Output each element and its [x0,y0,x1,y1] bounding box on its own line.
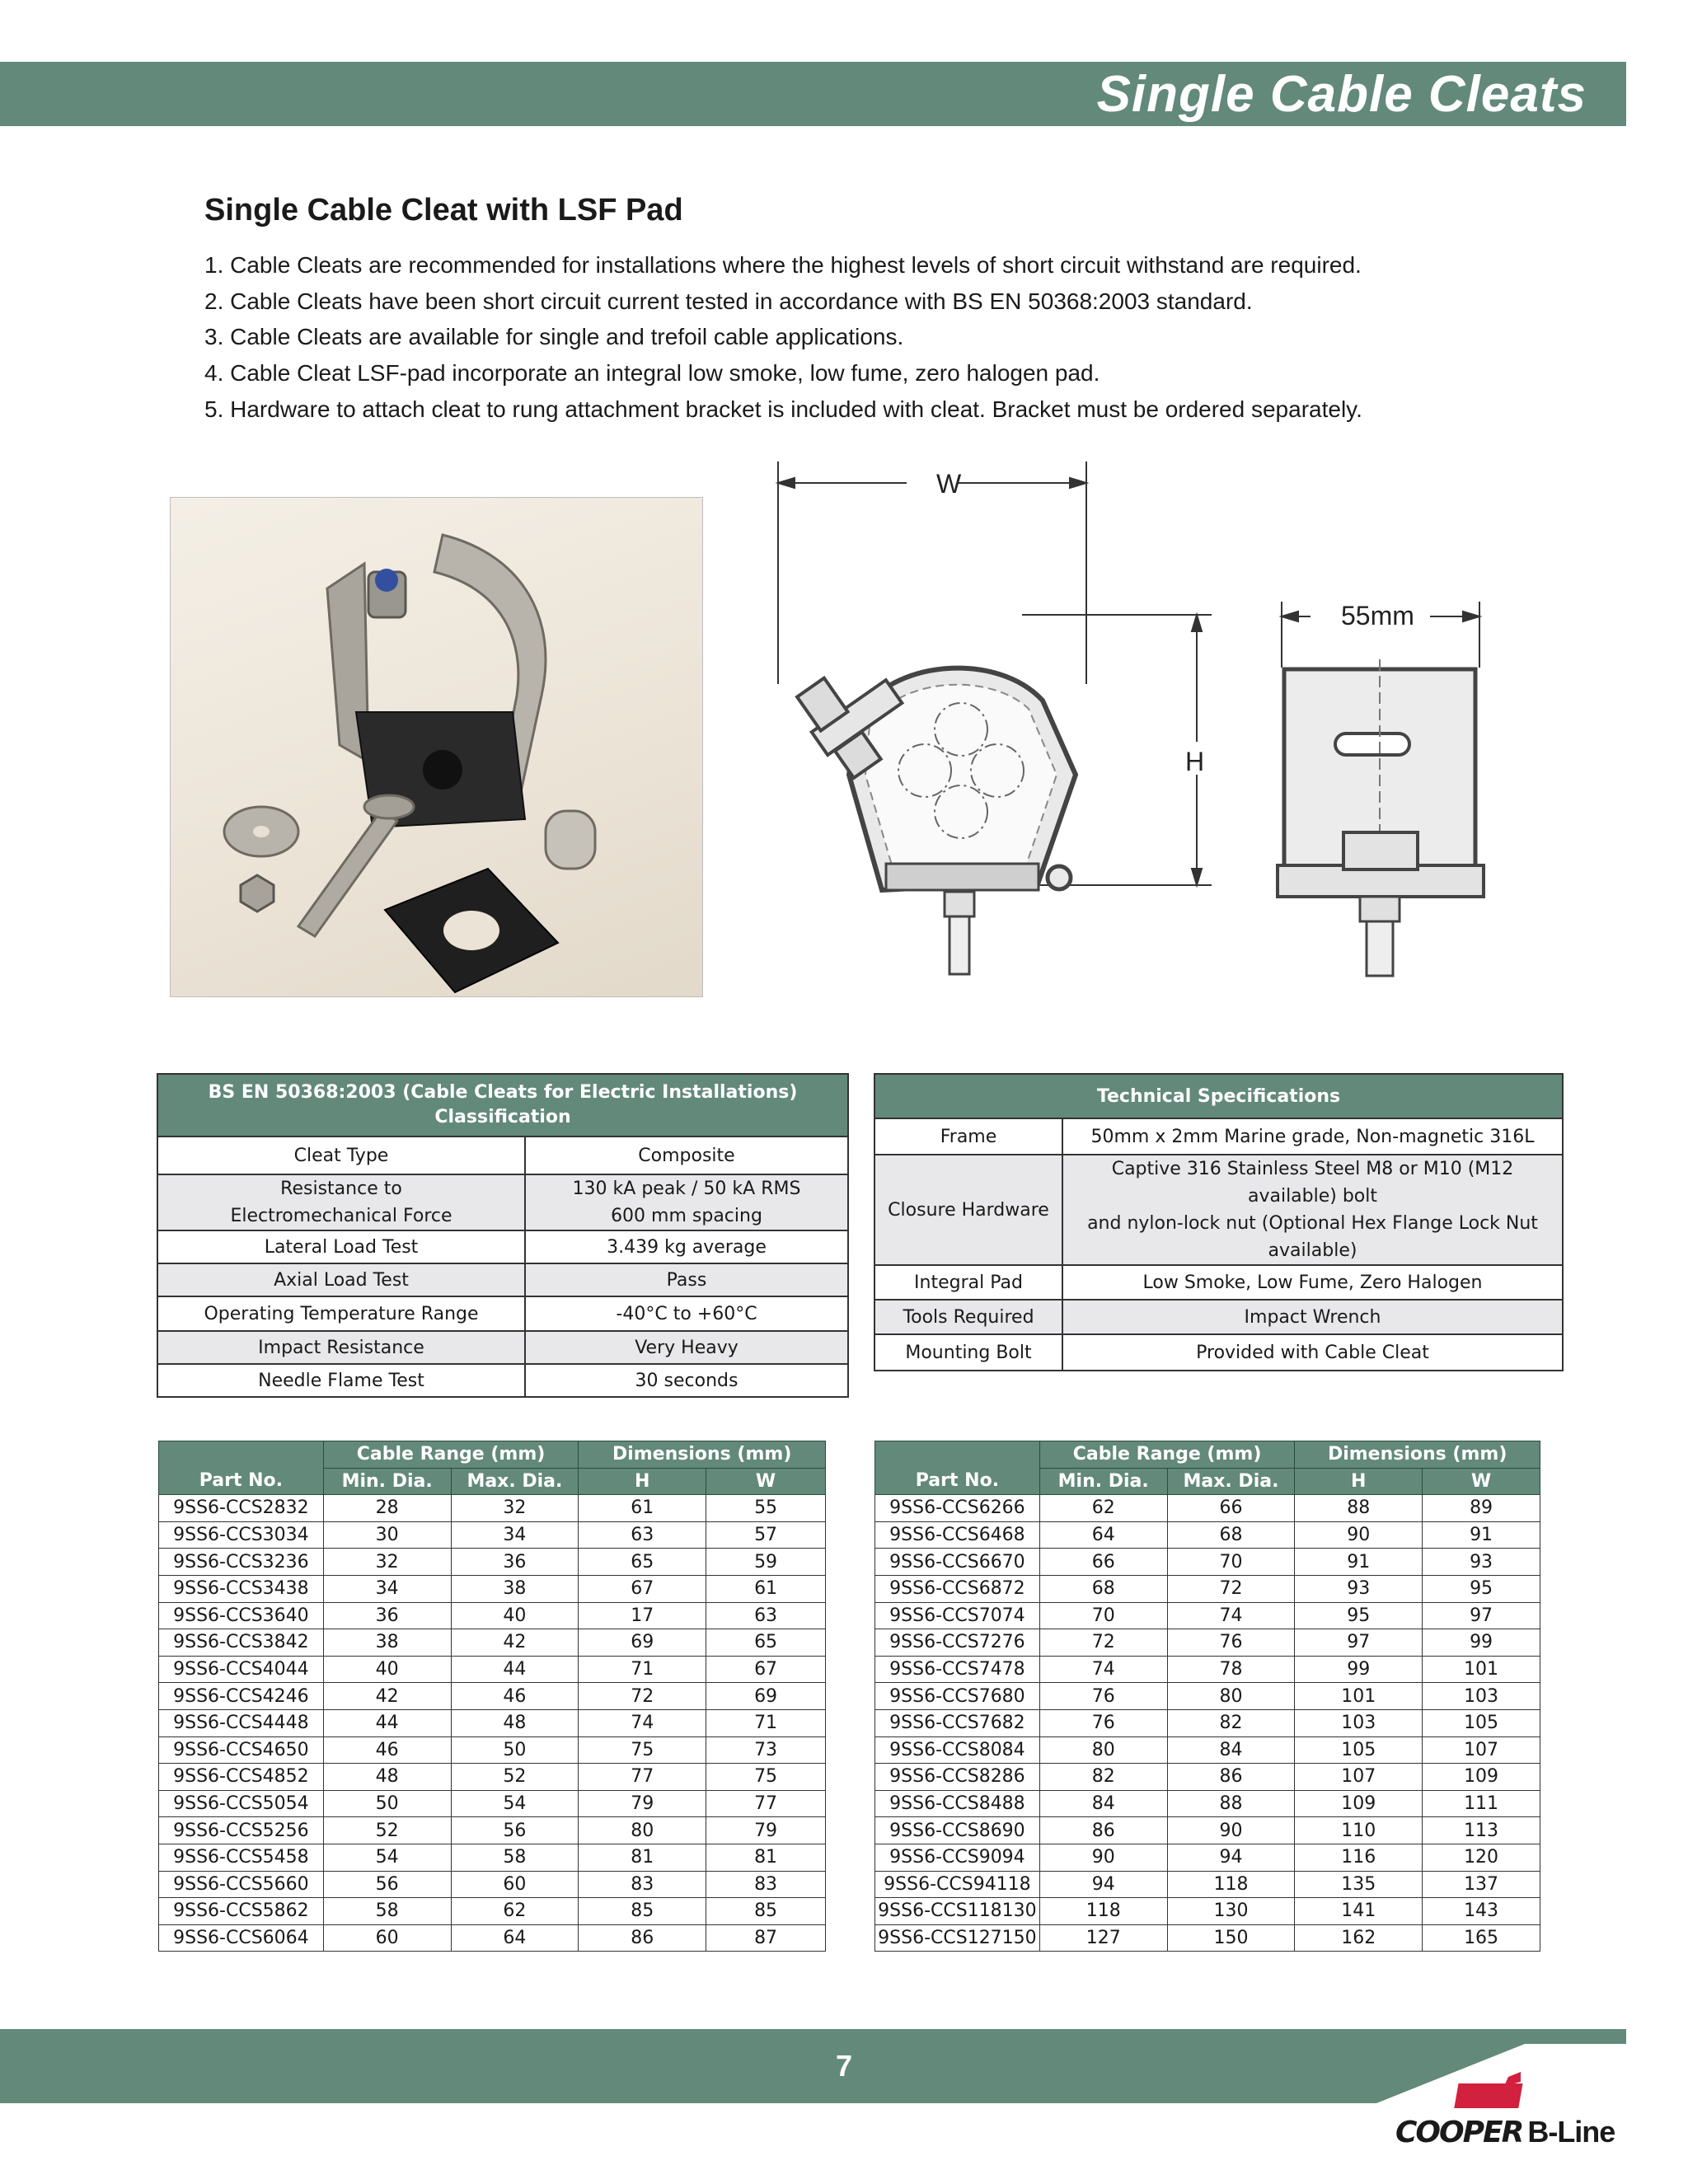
min-dia-cell: 74 [1039,1656,1167,1683]
spec-value: Pass [525,1263,848,1296]
min-dia-cell: 54 [323,1844,451,1871]
table-row [875,1602,1540,1629]
part-no-cell: 9SS6-CCS3438 [159,1575,324,1602]
classification-title: BS EN 50368:2003 (Cable Cleats for Electric Installations) Classification [157,1074,848,1137]
spec-value: Composite [525,1137,848,1174]
spec-label: Mounting Bolt [874,1334,1062,1371]
min-dia-cell: 38 [323,1629,451,1657]
max-dia-cell: 80 [1167,1683,1295,1710]
max-dia-cell: 70 [1167,1549,1295,1576]
w-cell: 59 [706,1549,826,1576]
max-dia-cell: 44 [451,1656,579,1683]
part-no-cell: 9SS6-CCS5862 [159,1898,324,1925]
w-cell: 89 [1423,1495,1540,1522]
table-row [875,1549,1540,1576]
max-dia-cell: 130 [1167,1898,1295,1925]
spec-value: 50mm x 2mm Marine grade, Non-magnetic 316L [1062,1118,1563,1155]
spec-row [157,1331,848,1364]
min-dia-cell: 70 [1039,1602,1167,1629]
tech-specs-table [874,1073,1564,1371]
part-no-cell: 9SS6-CCS8084 [875,1736,1040,1764]
h-cell: 63 [579,1521,706,1549]
min-dia-cell: 30 [323,1521,451,1549]
h-cell: 88 [1295,1495,1423,1522]
w-cell: 83 [706,1871,826,1898]
parts-header-row [875,1441,1540,1469]
min-dia-cell: 58 [323,1898,451,1925]
min-dia-cell: 62 [1039,1495,1167,1522]
header-title: Single Cable Cleats [1096,66,1587,123]
part-no-cell: 9SS6-CCS7680 [875,1683,1040,1710]
cable-range-header: Cable Range (mm) [1039,1441,1295,1469]
min-dia-cell: 72 [1039,1629,1167,1657]
max-dia-cell: 64 [451,1924,579,1952]
table-row [875,1844,1540,1871]
table-row [875,1709,1540,1736]
max-dia-cell: 56 [451,1817,579,1844]
dimensions-header: Dimensions (mm) [1295,1441,1540,1469]
min-dia-cell: 44 [323,1709,451,1736]
h-cell: 107 [1295,1764,1423,1791]
part-no-cell: 9SS6-CCS4852 [159,1764,324,1791]
spec-value: Low Smoke, Low Fume, Zero Halogen [1062,1265,1563,1300]
table-row [159,1844,826,1871]
feature-list [204,247,1362,428]
max-dia-cell: 66 [1167,1495,1295,1522]
feature-item: 3. Cable Cleats are available for single and trefoil cable applications. [204,324,904,350]
spec-value: Very Heavy [525,1331,848,1364]
h-cell: 116 [1295,1844,1423,1871]
w-cell: 113 [1423,1817,1540,1844]
part-no-cell: 9SS6-CCS6872 [875,1575,1040,1602]
max-dia-cell: 32 [451,1495,579,1522]
max-dia-cell: 72 [1167,1575,1295,1602]
brand-name-cooper: COOPER [1395,2116,1523,2149]
table-row [875,1764,1540,1791]
table-row [159,1790,826,1817]
table-row [159,1495,826,1522]
min-dia-cell: 50 [323,1790,451,1817]
w-cell: 93 [1423,1549,1540,1576]
w-cell: 97 [1423,1602,1540,1629]
w-cell: 91 [1423,1521,1540,1549]
part-no-cell: 9SS6-CCS127150 [875,1924,1040,1952]
w-cell: 99 [1423,1629,1540,1657]
page-number: 7 [835,2049,853,2083]
min-dia-cell: 52 [323,1817,451,1844]
h-cell: 81 [579,1844,706,1871]
table-row [875,1629,1540,1657]
max-dia-cell: 36 [451,1549,579,1576]
max-dia-cell: 46 [451,1683,579,1710]
h-cell: 65 [579,1549,706,1576]
table-row [875,1790,1540,1817]
min-dia-cell: 28 [323,1495,451,1522]
spec-row [874,1118,1563,1155]
spec-label: Axial Load Test [157,1263,525,1296]
min-dia-cell: 32 [323,1549,451,1576]
w-cell: 77 [706,1790,826,1817]
w-cell: 105 [1423,1709,1540,1736]
w-cell: 71 [706,1709,826,1736]
part-no-cell: 9SS6-CCS5256 [159,1817,324,1844]
part-no-cell: 9SS6-CCS6670 [875,1549,1040,1576]
max-dia-header: Max. Dia. [451,1468,579,1495]
table-row [159,1549,826,1576]
table-row [875,1924,1540,1952]
part-no-cell: 9SS6-CCS9094 [875,1844,1040,1871]
part-no-cell: 9SS6-CCS7478 [875,1656,1040,1683]
part-no-cell: 9SS6-CCS4448 [159,1709,324,1736]
width-label: W [936,469,962,499]
spec-value: Provided with Cable Cleat [1062,1334,1563,1371]
min-dia-cell: 76 [1039,1709,1167,1736]
w-cell: 69 [706,1683,826,1710]
spec-row [874,1300,1563,1334]
spec-row [157,1263,848,1296]
table-row [875,1736,1540,1764]
table-row [159,1575,826,1602]
part-no-cell: 9SS6-CCS5054 [159,1790,324,1817]
table-row [875,1683,1540,1710]
h-cell: 74 [579,1709,706,1736]
feature-item: 2. Cable Cleats have been short circuit current tested in accordance with BS EN 50368:2003 standard. [204,288,1253,314]
spec-row [157,1174,848,1230]
part-no-cell: 9SS6-CCS4246 [159,1683,324,1710]
table-row [875,1871,1540,1898]
h-cell: 109 [1295,1790,1423,1817]
brand-logo [1395,2115,1615,2149]
table-row [159,1709,826,1736]
table-row [159,1521,826,1549]
w-cell: 61 [706,1575,826,1602]
spec-row [874,1265,1563,1300]
table-row [159,1629,826,1657]
w-cell: 111 [1423,1790,1540,1817]
height-label: H [1185,747,1205,776]
parts-table-right [874,1441,1540,1952]
max-dia-cell: 150 [1167,1924,1295,1952]
max-dia-cell: 58 [451,1844,579,1871]
h-cell: 17 [579,1602,706,1629]
w-cell: 87 [706,1924,826,1952]
spec-label: Integral Pad [874,1265,1062,1300]
max-dia-cell: 48 [451,1709,579,1736]
min-dia-cell: 34 [323,1575,451,1602]
spec-label: Cleat Type [157,1137,525,1174]
spec-value: Captive 316 Stainless Steel M8 or M10 (M12 available) bolt and nylon-lock nut (Optional Hex Flange Lock Nut available) [1062,1155,1563,1265]
w-cell: 137 [1423,1871,1540,1898]
part-no-cell: 9SS6-CCS6064 [159,1924,324,1952]
table-row [875,1521,1540,1549]
part-no-cell: 9SS6-CCS5458 [159,1844,324,1871]
min-dia-cell: 40 [323,1656,451,1683]
part-no-cell: 9SS6-CCS4650 [159,1736,324,1764]
min-dia-cell: 48 [323,1764,451,1791]
h-cell: 95 [1295,1602,1423,1629]
max-dia-cell: 86 [1167,1764,1295,1791]
table-row [159,1871,826,1898]
min-dia-cell: 94 [1039,1871,1167,1898]
spec-label: Frame [874,1118,1062,1155]
max-dia-cell: 60 [451,1871,579,1898]
spec-label: Needle Flame Test [157,1364,525,1397]
max-dia-cell: 52 [451,1764,579,1791]
w-cell: 67 [706,1656,826,1683]
part-no-cell: 9SS6-CCS3236 [159,1549,324,1576]
section-title: Single Cable Cleat with LSF Pad [204,193,683,227]
spec-row [157,1137,848,1174]
w-cell: 75 [706,1764,826,1791]
feature-item: 4. Cable Cleat LSF-pad incorporate an integral low smoke, low fume, zero halogen pad. [204,360,1100,387]
parts-table-left [158,1441,826,1952]
spec-label: Resistance to Electromechanical Force [157,1174,525,1230]
h-cell: 86 [579,1924,706,1952]
w-cell: 65 [706,1629,826,1657]
max-dia-cell: 118 [1167,1871,1295,1898]
table-row [159,1924,826,1952]
w-cell: 57 [706,1521,826,1549]
max-dia-cell: 88 [1167,1790,1295,1817]
max-dia-cell: 40 [451,1602,579,1629]
part-no-cell: 9SS6-CCS118130 [875,1898,1040,1925]
w-cell: 85 [706,1898,826,1925]
h-cell: 71 [579,1656,706,1683]
w-cell: 143 [1423,1898,1540,1925]
w-cell: 165 [1423,1924,1540,1952]
h-cell: 69 [579,1629,706,1657]
table-row [159,1602,826,1629]
spec-value: 130 kA peak / 50 kA RMS 600 mm spacing [525,1174,848,1230]
max-dia-cell: 42 [451,1629,579,1657]
part-no-cell: 9SS6-CCS6468 [875,1521,1040,1549]
spec-value: 3.439 kg average [525,1230,848,1263]
max-dia-cell: 50 [451,1736,579,1764]
spec-label: Impact Resistance [157,1331,525,1364]
spec-label: Tools Required [874,1300,1062,1334]
part-no-cell: 9SS6-CCS8488 [875,1790,1040,1817]
h-cell: 61 [579,1495,706,1522]
h-cell: 141 [1295,1898,1423,1925]
spec-row [157,1364,848,1397]
w-header: W [1423,1468,1540,1495]
h-cell: 93 [1295,1575,1423,1602]
min-dia-cell: 86 [1039,1817,1167,1844]
table-row [159,1764,826,1791]
parts-header-row [159,1441,826,1469]
table-row [875,1575,1540,1602]
h-header: H [1295,1468,1423,1495]
w-cell: 73 [706,1736,826,1764]
cable-range-header: Cable Range (mm) [323,1441,579,1469]
part-no-cell: 9SS6-CCS8286 [875,1764,1040,1791]
min-dia-cell: 127 [1039,1924,1167,1952]
spec-value: 30 seconds [525,1364,848,1397]
part-no-cell: 9SS6-CCS7276 [875,1629,1040,1657]
min-dia-cell: 60 [323,1924,451,1952]
min-dia-cell: 90 [1039,1844,1167,1871]
spec-row [157,1296,848,1331]
feature-item: 1. Cable Cleats are recommended for installations where the highest levels of short circuit withstand are required. [204,252,1362,278]
part-no-cell: 9SS6-CCS4044 [159,1656,324,1683]
table-row [159,1817,826,1844]
h-cell: 99 [1295,1656,1423,1683]
brand-name-bline: B-Line [1527,2115,1615,2149]
max-dia-cell: 76 [1167,1629,1295,1657]
min-dia-header: Min. Dia. [1039,1468,1167,1495]
min-dia-cell: 76 [1039,1683,1167,1710]
max-dia-cell: 82 [1167,1709,1295,1736]
table-row [875,1898,1540,1925]
w-cell: 79 [706,1817,826,1844]
part-no-header: Part No. [159,1441,324,1495]
table-row [159,1683,826,1710]
min-dia-cell: 82 [1039,1764,1167,1791]
part-no-cell: 9SS6-CCS3034 [159,1521,324,1549]
h-header: H [579,1468,706,1495]
max-dia-cell: 90 [1167,1817,1295,1844]
w-cell: 63 [706,1602,826,1629]
spec-row [874,1334,1563,1371]
feature-item: 5. Hardware to attach cleat to rung attachment bracket is included with cleat. Bracket must be ordered separately. [204,396,1362,422]
w-cell: 120 [1423,1844,1540,1871]
header-band [0,62,1626,126]
max-dia-header: Max. Dia. [1167,1468,1295,1495]
max-dia-cell: 84 [1167,1736,1295,1764]
h-cell: 101 [1295,1683,1423,1710]
min-dia-cell: 80 [1039,1736,1167,1764]
part-no-cell: 9SS6-CCS7074 [875,1602,1040,1629]
min-dia-cell: 66 [1039,1549,1167,1576]
table-row [159,1736,826,1764]
part-no-cell: 9SS6-CCS8690 [875,1817,1040,1844]
h-cell: 67 [579,1575,706,1602]
w-cell: 81 [706,1844,826,1871]
w-cell: 55 [706,1495,826,1522]
max-dia-cell: 68 [1167,1521,1295,1549]
part-no-cell: 9SS6-CCS3640 [159,1602,324,1629]
part-no-cell: 9SS6-CCS3842 [159,1629,324,1657]
w-cell: 95 [1423,1575,1540,1602]
max-dia-cell: 74 [1167,1602,1295,1629]
h-cell: 91 [1295,1549,1423,1576]
tech-specs-title: Technical Specifications [874,1074,1563,1118]
w-cell: 107 [1423,1736,1540,1764]
h-cell: 97 [1295,1629,1423,1657]
table-row [875,1656,1540,1683]
h-cell: 90 [1295,1521,1423,1549]
w-cell: 103 [1423,1683,1540,1710]
table-row [159,1898,826,1925]
spec-label: Closure Hardware [874,1155,1062,1265]
max-dia-cell: 38 [451,1575,579,1602]
depth-label: 55mm [1341,601,1414,630]
part-no-cell: 9SS6-CCS94118 [875,1871,1040,1898]
part-no-cell: 9SS6-CCS7682 [875,1709,1040,1736]
min-dia-cell: 68 [1039,1575,1167,1602]
table-row [875,1817,1540,1844]
table-row [159,1656,826,1683]
max-dia-cell: 94 [1167,1844,1295,1871]
part-no-cell: 9SS6-CCS6266 [875,1495,1040,1522]
spec-row [157,1230,848,1263]
min-dia-header: Min. Dia. [323,1468,451,1495]
min-dia-cell: 36 [323,1602,451,1629]
h-cell: 103 [1295,1709,1423,1736]
min-dia-cell: 56 [323,1871,451,1898]
min-dia-cell: 42 [323,1683,451,1710]
h-cell: 110 [1295,1817,1423,1844]
min-dia-cell: 84 [1039,1790,1167,1817]
w-cell: 109 [1423,1764,1540,1791]
min-dia-cell: 118 [1039,1898,1167,1925]
part-no-cell: 9SS6-CCS2832 [159,1495,324,1522]
part-no-cell: 9SS6-CCS5660 [159,1871,324,1898]
w-header: W [706,1468,826,1495]
h-cell: 83 [579,1871,706,1898]
min-dia-cell: 64 [1039,1521,1167,1549]
product-photo [170,497,703,997]
spec-row [874,1155,1563,1265]
part-no-header: Part No. [875,1441,1040,1495]
h-cell: 72 [579,1683,706,1710]
h-cell: 80 [579,1817,706,1844]
h-cell: 162 [1295,1924,1423,1952]
h-cell: 79 [579,1790,706,1817]
dimension-drawing [767,462,1541,1022]
spec-label: Lateral Load Test [157,1230,525,1263]
max-dia-cell: 34 [451,1521,579,1549]
h-cell: 135 [1295,1871,1423,1898]
max-dia-cell: 54 [451,1790,579,1817]
table-row [875,1495,1540,1522]
dimensions-header: Dimensions (mm) [579,1441,826,1469]
h-cell: 85 [579,1898,706,1925]
w-cell: 101 [1423,1656,1540,1683]
classification-table [157,1073,849,1398]
max-dia-cell: 78 [1167,1656,1295,1683]
spec-value: -40°C to +60°C [525,1296,848,1331]
spec-label: Operating Temperature Range [157,1296,525,1331]
h-cell: 105 [1295,1736,1423,1764]
min-dia-cell: 46 [323,1736,451,1764]
h-cell: 75 [579,1736,706,1764]
h-cell: 77 [579,1764,706,1791]
max-dia-cell: 62 [451,1898,579,1925]
spec-value: Impact Wrench [1062,1300,1563,1334]
